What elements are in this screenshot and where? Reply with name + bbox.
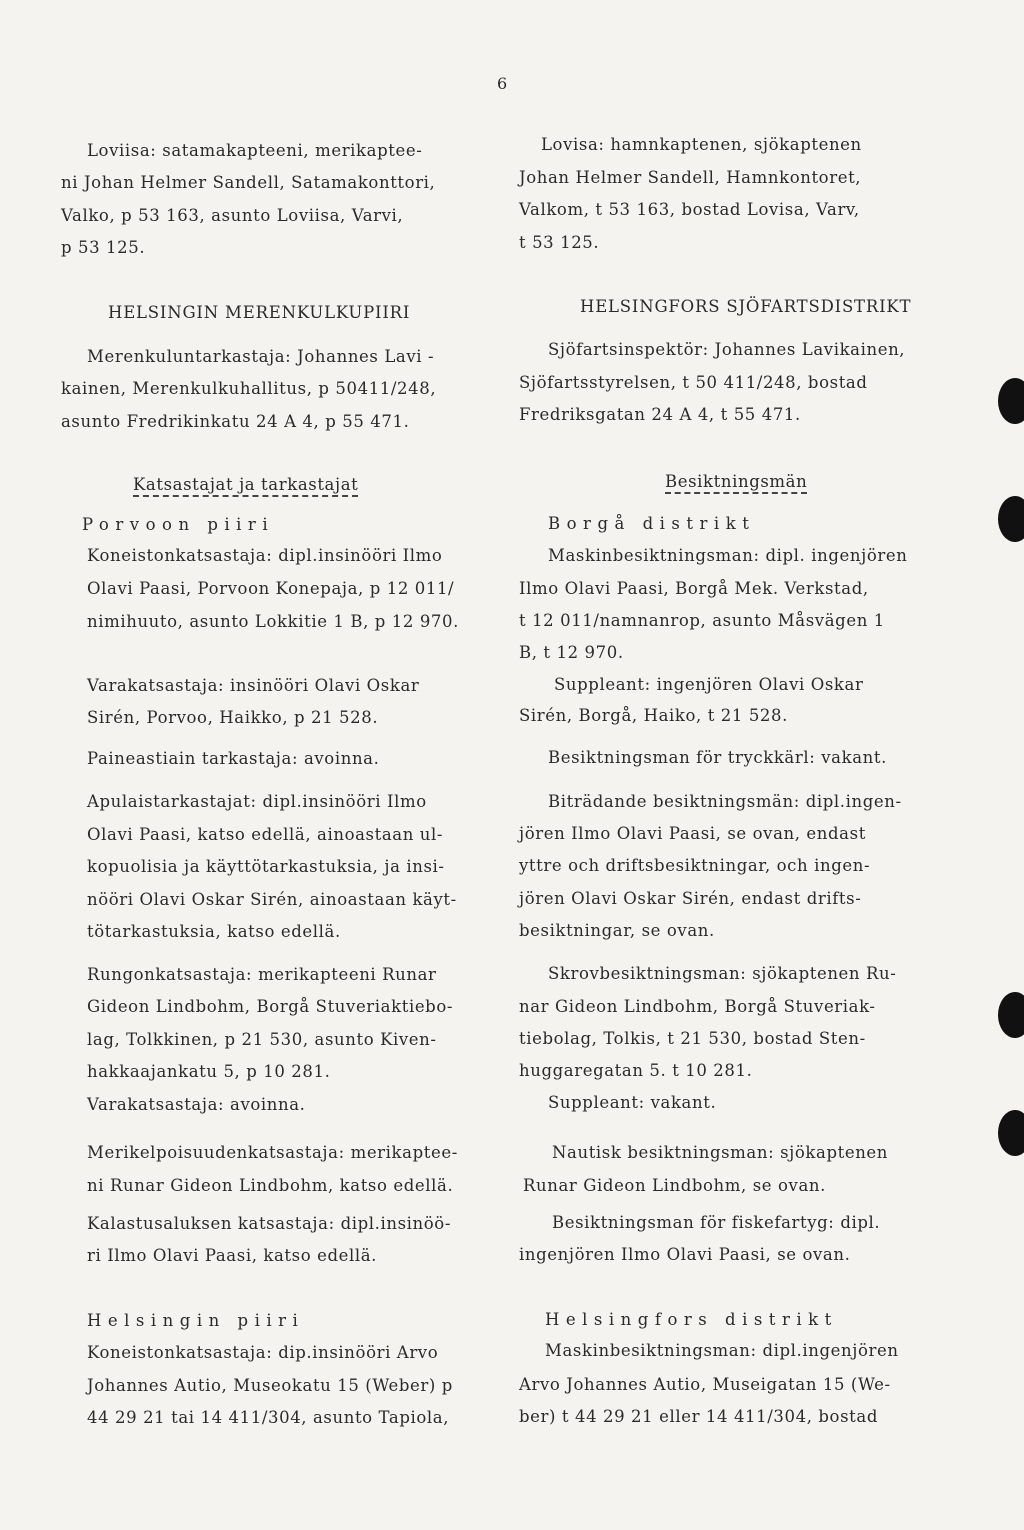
sv-line: Sjöfartsstyrelsen, t 50 411/248, bostad xyxy=(519,373,868,392)
fi-line: Sirén, Porvoo, Haikko, p 21 528. xyxy=(87,708,379,727)
fi-line: p 53 125. xyxy=(61,238,146,257)
fi-line: Valko, p 53 163, asunto Loviisa, Varvi, xyxy=(61,206,404,225)
sv-line: Suppleant: vakant. xyxy=(548,1093,717,1112)
binder-hole xyxy=(998,496,1024,542)
sv-line: Maskinbesiktningsman: dipl. ingenjören xyxy=(548,546,908,565)
sv-line: tiebolag, Tolkis, t 21 530, bostad Sten- xyxy=(519,1029,866,1048)
sv-section-heading: Besiktningsmän xyxy=(665,472,807,494)
sv-line: jören Olavi Oskar Sirén, endast drifts- xyxy=(519,889,862,908)
fi-line: Merikelpoisuudenkatsastaja: merikaptee- xyxy=(87,1143,458,1162)
fi-line: Loviisa: satamakapteeni, merikaptee- xyxy=(87,141,423,160)
sv-line: huggaregatan 5. t 10 281. xyxy=(519,1061,753,1080)
fi-subheading-porvoo: Porvoon piiri xyxy=(82,515,275,534)
fi-line: hakkaajankatu 5, p 10 281. xyxy=(87,1062,331,1081)
sv-line: Sirén, Borgå, Haiko, t 21 528. xyxy=(519,706,788,725)
sv-line: jören Ilmo Olavi Paasi, se ovan, endast xyxy=(519,824,866,843)
fi-line: asunto Fredrikinkatu 24 A 4, p 55 471. xyxy=(61,412,410,431)
binder-hole xyxy=(998,992,1024,1038)
sv-line: B, t 12 970. xyxy=(519,643,624,662)
sv-line: Johan Helmer Sandell, Hamnkontoret, xyxy=(519,168,862,187)
page-number: 6 xyxy=(497,74,508,93)
fi-line: Varakatsastaja: avoinna. xyxy=(87,1095,306,1114)
fi-district-heading: HELSINGIN MERENKULKUPIIRI xyxy=(108,303,411,322)
sv-line: besiktningar, se ovan. xyxy=(519,921,715,940)
fi-line: nööri Olavi Oskar Sirén, ainoastaan käyt- xyxy=(87,890,457,909)
sv-line: Suppleant: ingenjören Olavi Oskar xyxy=(554,675,864,694)
sv-line: yttre och driftsbesiktningar, och ingen- xyxy=(519,856,871,875)
sv-line: Nautisk besiktningsman: sjökaptenen xyxy=(552,1143,889,1162)
sv-line: Besiktningsman för tryckkärl: vakant. xyxy=(548,748,887,767)
sv-line: Lovisa: hamnkaptenen, sjökaptenen xyxy=(541,135,862,154)
fi-line: Johannes Autio, Museokatu 15 (Weber) p xyxy=(87,1376,453,1395)
fi-line: Gideon Lindbohm, Borgå Stuveriaktiebo- xyxy=(87,997,454,1016)
fi-subheading-helsinki: Helsingin piiri xyxy=(87,1311,305,1330)
fi-line: ri Ilmo Olavi Paasi, katso edellä. xyxy=(87,1246,378,1265)
sv-subheading-borga: Borgå distrikt xyxy=(548,514,756,533)
sv-line: ingenjören Ilmo Olavi Paasi, se ovan. xyxy=(519,1245,851,1264)
fi-line: Kalastusaluksen katsastaja: dipl.insinöö- xyxy=(87,1214,452,1233)
sv-line: nar Gideon Lindbohm, Borgå Stuveriak- xyxy=(519,997,876,1016)
sv-line: Sjöfartsinspektör: Johannes Lavikainen, xyxy=(548,340,906,359)
fi-line: Olavi Paasi, Porvoon Konepaja, p 12 011/ xyxy=(87,579,455,598)
sv-line: Arvo Johannes Autio, Museigatan 15 (We- xyxy=(519,1375,891,1394)
fi-line: Koneistonkatsastaja: dipl.insinööri Ilmo xyxy=(87,546,443,565)
fi-line: Apulaistarkastajat: dipl.insinööri Ilmo xyxy=(87,792,427,811)
sv-line: t 53 125. xyxy=(519,233,600,252)
fi-line: ni Johan Helmer Sandell, Satamakonttori, xyxy=(61,173,436,192)
sv-line: Runar Gideon Lindbohm, se ovan. xyxy=(523,1176,826,1195)
sv-line: Skrovbesiktningsman: sjökaptenen Ru- xyxy=(548,964,897,983)
sv-line: Fredriksgatan 24 A 4, t 55 471. xyxy=(519,405,801,424)
fi-line: lag, Tolkkinen, p 21 530, asunto Kiven- xyxy=(87,1030,437,1049)
fi-line: ni Runar Gideon Lindbohm, katso edellä. xyxy=(87,1176,454,1195)
fi-section-heading: Katsastajat ja tarkastajat xyxy=(133,475,358,497)
sv-line: Ilmo Olavi Paasi, Borgå Mek. Verkstad, xyxy=(519,579,869,598)
sv-line: Valkom, t 53 163, bostad Lovisa, Varv, xyxy=(519,200,860,219)
fi-line: Rungonkatsastaja: merikapteeni Runar xyxy=(87,965,437,984)
fi-line: Koneistonkatsastaja: dip.insinööri Arvo xyxy=(87,1343,439,1362)
sv-line: ber) t 44 29 21 eller 14 411/304, bostad xyxy=(519,1407,878,1426)
sv-line: Biträdande besiktningsmän: dipl.ingen- xyxy=(548,792,902,811)
fi-line: Merenkuluntarkastaja: Johannes Lavi - xyxy=(87,347,435,366)
fi-line: nimihuuto, asunto Lokkitie 1 B, p 12 970. xyxy=(87,612,459,631)
fi-line: tötarkastuksia, katso edellä. xyxy=(87,922,341,941)
sv-line: t 12 011/namnanrop, asunto Måsvägen 1 xyxy=(519,611,885,630)
sv-line: Besiktningsman för fiskefartyg: dipl. xyxy=(552,1213,881,1232)
binder-hole xyxy=(998,1110,1024,1156)
fi-line: Olavi Paasi, katso edellä, ainoastaan ul- xyxy=(87,825,444,844)
fi-line: kainen, Merenkulkuhallitus, p 50411/248, xyxy=(61,379,437,398)
fi-line: kopuolisia ja käyttötarkastuksia, ja insi- xyxy=(87,857,445,876)
fi-line: Varakatsastaja: insinööri Olavi Oskar xyxy=(87,676,420,695)
sv-district-heading: HELSINGFORS SJÖFARTSDISTRIKT xyxy=(580,297,912,316)
sv-line: Maskinbesiktningsman: dipl.ingenjören xyxy=(545,1341,899,1360)
binder-hole xyxy=(998,378,1024,424)
sv-subheading-helsingfors: Helsingfors distrikt xyxy=(545,1310,838,1329)
fi-line: 44 29 21 tai 14 411/304, asunto Tapiola, xyxy=(87,1408,450,1427)
fi-line: Paineastiain tarkastaja: avoinna. xyxy=(87,749,380,768)
